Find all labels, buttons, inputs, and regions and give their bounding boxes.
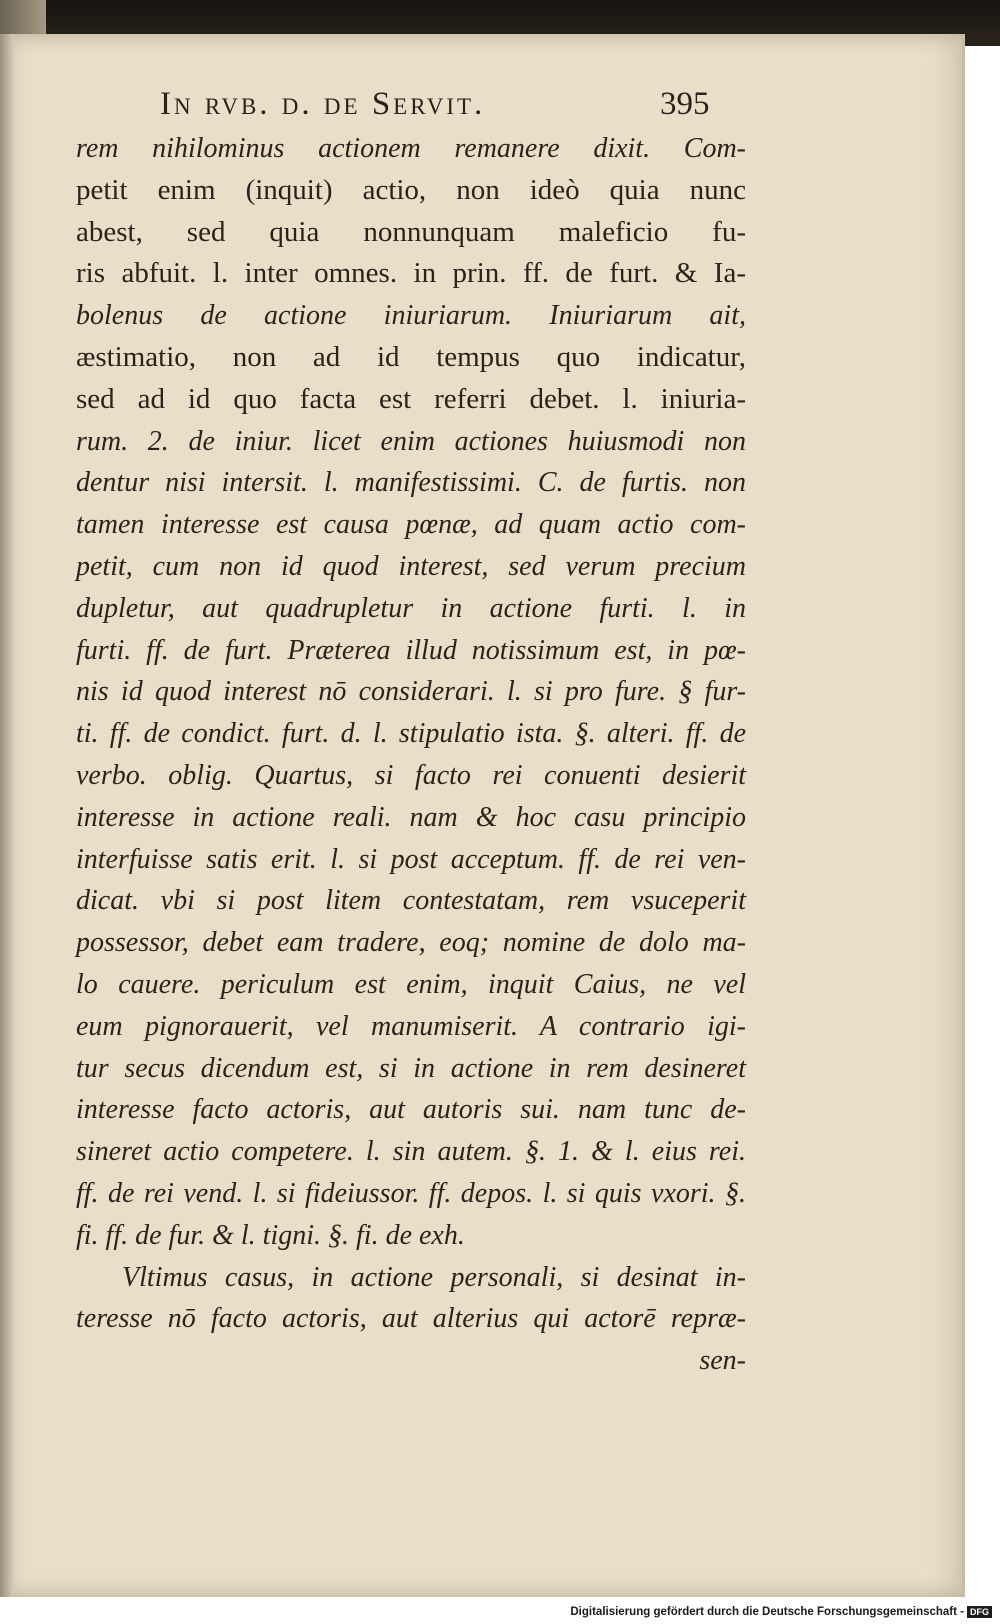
text-line: abest, sed quia nonnunquam maleficio fu- [76,215,746,248]
text-line: eum pignorauerit, vel manumiserit. A contrario igi- [76,1010,746,1042]
text-line: fi. ff. de fur. & l. tigni. §. fi. de exh. [76,1219,465,1251]
text-line: tur secus dicendum est, si in actione in rem desineret [76,1052,746,1084]
text-line: petit, cum non id quod interest, sed verum precium [76,550,746,582]
dfg-logo: DFG [967,1606,992,1618]
page-gutter [0,34,14,1597]
text-line: æstimatio, non ad id tempus quo indicatur, [76,340,746,373]
text-line: dentur nisi intersit. l. manifestissimi. C. de furtis. non [76,467,746,499]
page-number: 395 [660,86,710,122]
text-line: sineret actio competere. l. sin autem. §. 1. & l. eius rei. [76,1136,746,1168]
text-line: ff. de rei vend. l. si fideiussor. ff. depos. l. si quis vxori. §. [76,1177,746,1209]
catchword: sen- [699,1345,746,1377]
text-line: possessor, debet eam tradere, eoq; nomine de dolo ma- [76,927,746,959]
text-line: lo cauere. periculum est enim, inquit Caius, ne vel [76,968,746,1000]
text-line: ris abfuit. l. inter omnes. in prin. ff. de furt. & Ia- [76,257,746,290]
running-head: In rvb. d. de Servit. [160,86,486,122]
text-line: nis id quod interest nō considerari. l. si pro fure. § fur- [76,676,746,708]
text-line: petit enim (inquit) actio, non ideò quia nunc [76,173,746,206]
text-line: ti. ff. de condict. furt. d. l. stipulatio ista. §. alteri. ff. de [76,718,746,750]
text-line: rum. 2. de iniur. licet enim actiones huiusmodi non [76,425,746,457]
text-line: interesse in actione reali. nam & hoc casu principio [76,801,746,833]
text-line: furti. ff. de furt. Præterea illud notissimum est, in pœ- [76,634,746,666]
text-line: interfuisse satis erit. l. si post acceptum. ff. de rei ven- [76,843,746,875]
text-line: rem nihilominus actionem remanere dixit. Com- [76,133,746,164]
credit-text: Digitalisierung gefördert durch die Deutsche Forschungsgemeinschaft - [570,1606,964,1618]
text-line: sed ad id quo facta est referri debet. l. iniuria- [76,382,746,415]
text-line: Vltimus casus, in actione personali, si desinat in- [122,1261,746,1293]
body-text [76,128,746,1382]
text-line: dupletur, aut quadrupletur in actione furti. l. in [76,592,746,624]
text-line: teresse nō facto actoris, aut alterius qui actorē repræ- [76,1303,746,1335]
text-line: interesse facto actoris, aut autoris sui. nam tunc de- [76,1094,746,1126]
text-line: tamen interesse est causa pœnæ, ad quam actio com- [76,509,746,541]
text-line: bolenus de actione iniuriarum. Iniuriarum ait, [76,300,746,332]
digitization-credit [570,1606,992,1618]
text-line: dicat. vbi si post litem contestatam, rem vsuceperit [76,885,746,917]
text-line: verbo. oblig. Quartus, si facto rei conuenti desierit [76,759,746,791]
